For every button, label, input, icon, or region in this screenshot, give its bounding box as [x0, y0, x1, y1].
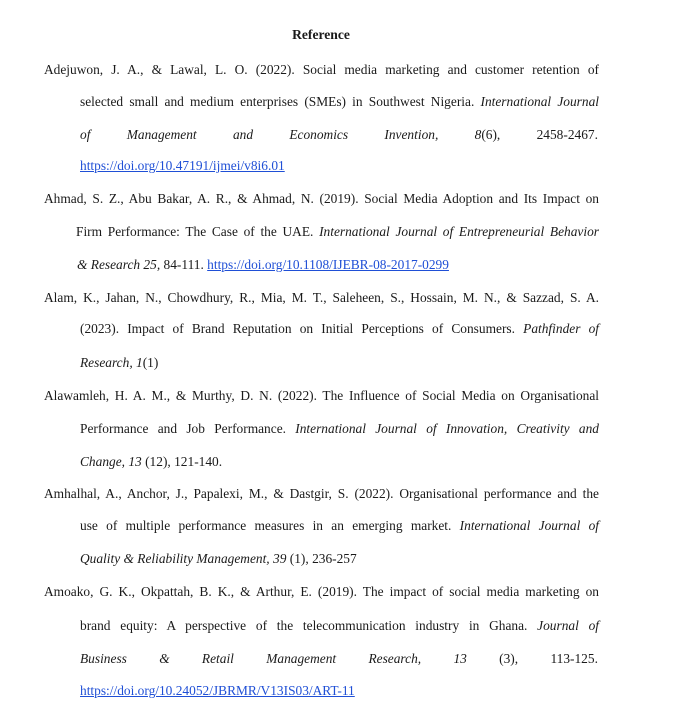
- ref4-pages: (12), 121-140.: [141, 454, 223, 469]
- ref1-volume: 8(6),: [474, 127, 501, 142]
- ref4-line-1: Alawamleh, H. A. M., & Murthy, D. N. (2022). The Influence of Social Media on Organisational: [44, 388, 599, 403]
- ref5-journal-volume: Quality & Reliability Management, 39: [80, 551, 287, 566]
- ref1-word: of: [80, 127, 91, 142]
- ref1-journal: International Journal: [480, 94, 600, 109]
- ref6-journal: Journal of: [537, 618, 600, 633]
- reference-heading: Reference: [292, 27, 350, 42]
- ref1-text: selected small and medium enterprises (SMEs) in Southwest Nigeria.: [80, 94, 481, 109]
- ref4-journal-volume: Change, 13: [80, 454, 142, 469]
- ref6-volume: 13: [453, 651, 467, 666]
- ref1-pages: 2458-2467.: [536, 127, 598, 142]
- ref1-word: Economics: [289, 127, 349, 142]
- ref2-line-1: Ahmad, S. Z., Abu Bakar, A. R., & Ahmad, N. (2019). Social Media Adoption and Its Impact on: [44, 191, 599, 206]
- ref3-line-3: [80, 354, 158, 372]
- ref6-word: &: [159, 651, 170, 666]
- ref2-pages: 84-111.: [160, 257, 208, 272]
- ref3-journal: Pathfinder of: [523, 321, 599, 336]
- ref3-text: (2023). Impact of Brand Reputation on Initial Perceptions of Consumers.: [80, 321, 524, 336]
- ref6-word: Management: [266, 651, 337, 666]
- ref2-text: Firm Performance: The Case of the UAE.: [76, 224, 320, 239]
- ref6-line-3: [80, 650, 598, 668]
- ref4-line-3: [80, 453, 222, 471]
- ref6-word: Retail: [201, 651, 234, 666]
- ref6-line-1: Amoako, G. K., Okpattah, B. K., & Arthur, E. (2019). The impact of social media marketing on: [44, 584, 599, 599]
- ref5-text: use of multiple performance measures in an emerging market.: [80, 518, 460, 533]
- ref2-journal: International Journal of Entrepreneurial Behavior: [319, 224, 599, 239]
- ref6-doi-link[interactable]: https://doi.org/10.24052/JBRMR/V13IS03/ART-11: [80, 683, 355, 698]
- ref6-text: brand equity: A perspective of the telecommunication industry in Ghana.: [80, 618, 538, 633]
- ref3-line-2: [80, 320, 599, 338]
- ref4-text: Performance and Job Performance.: [80, 421, 296, 436]
- ref3-journal-volume: Research, 1: [80, 355, 143, 370]
- ref1-line-2: [80, 93, 599, 111]
- ref6-pages: 113-125.: [550, 651, 598, 666]
- ref2-journal-volume: & Research 25,: [77, 257, 161, 272]
- ref1-word: Management: [126, 127, 197, 142]
- ref5-journal: International Journal of: [459, 518, 599, 533]
- ref3-issue: (1): [142, 355, 159, 370]
- ref5-line-2: [80, 517, 599, 535]
- ref6-line-4: [80, 682, 355, 700]
- ref1-doi-link[interactable]: https://doi.org/10.47191/ijmei/v8i6.01: [80, 158, 285, 173]
- ref1-line-3: [80, 126, 598, 144]
- ref2-line-2: [76, 223, 599, 241]
- ref1-line-4: [80, 157, 285, 175]
- ref6-issue: (3),: [499, 651, 519, 666]
- ref4-journal: International Journal of Innovation, Creativity and: [295, 421, 599, 436]
- ref6-line-2: [80, 617, 599, 635]
- ref1-word: Invention,: [384, 127, 439, 142]
- ref5-line-1: Amhalhal, A., Anchor, J., Papalexi, M., & Dastgir, S. (2022). Organisational performance and the: [44, 486, 599, 501]
- ref2-line-3: [77, 256, 449, 274]
- ref2-doi-link[interactable]: https://doi.org/10.1108/IJEBR-08-2017-0299: [207, 257, 449, 272]
- ref4-line-2: [80, 420, 599, 438]
- ref1-line-1: Adejuwon, J. A., & Lawal, L. O. (2022). Social media marketing and customer retention of: [44, 62, 599, 77]
- ref6-word: Business: [80, 651, 127, 666]
- ref3-line-1: Alam, K., Jahan, N., Chowdhury, R., Mia, M. T., Saleheen, S., Hossain, M. N., & Sazzad, S. A.: [44, 290, 599, 305]
- ref1-word: and: [232, 127, 254, 142]
- ref5-line-3: [80, 550, 357, 568]
- ref5-pages: (1), 236-257: [286, 551, 357, 566]
- ref6-word: Research,: [368, 651, 422, 666]
